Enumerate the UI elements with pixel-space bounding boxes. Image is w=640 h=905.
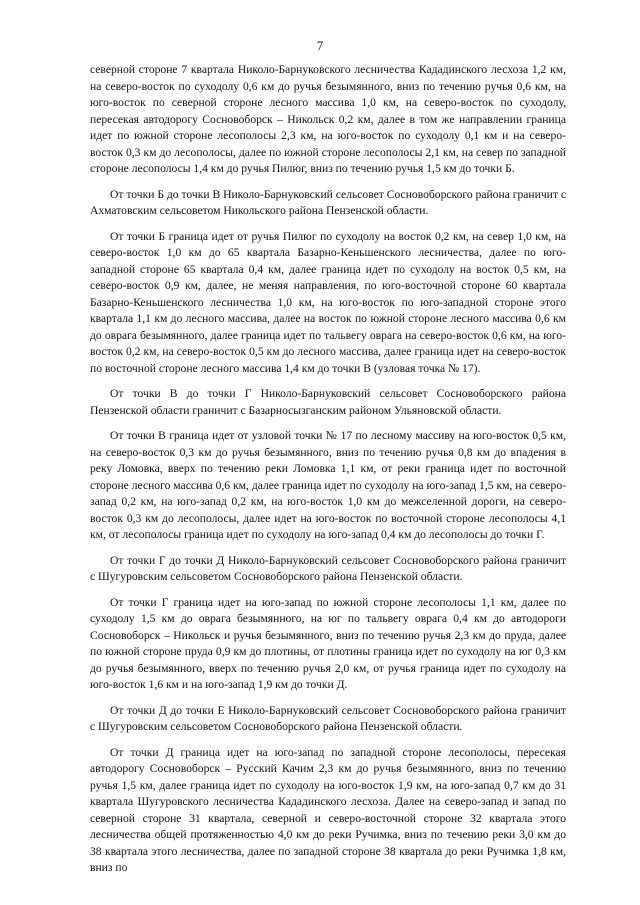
page-number: 7: [316, 38, 324, 53]
paragraph-boundary-b-v: От точки Б до точки В Николо-Барнуковский сельсовет Сосновоборского района граничит с Ахматовским сельсоветом Никольского района Пензенской области.: [90, 187, 566, 217]
paragraph-route-d: От точки Д граница идет на юго-запад по западной стороне лесополосы, пересекая автодорогу Сосновоборск – Русский Качим 2,3 км до ручья безымянного, вниз по течению ручья 1,5 км, далее граница идет по суходолу на юго-восток 1,9 км, на юго-запад 0,7 км до 31 квартала Шугуровского лесничества Кададинского лесхоза. Далее на северо-запад и запад по северной стороне 31 квартала, северной и северо-восточной стороне 32 квартала этого лесничества общей протяженностью 4,0 км до реки Ручимка, вниз по течению реки 3,0 км до 38 квартала этого лесничества, далее по западной стороне 38 квартала до реки Ручимка 1,8 км, вниз по: [90, 745, 566, 874]
paragraph-boundary-v-g: От точки В до точки Г Николо-Барнуковский сельсовет Сосновоборского района Пензенской области граничит с Базарносызганским районом Ульяновской области.: [90, 387, 566, 417]
paragraph-boundary-g-d: От точки Г до точки Д Николо-Барнуковский сельсовет Сосновоборского района граничит с Шугуровским сельсоветом Сосновоборского района Пензенской области.: [90, 553, 566, 583]
document-body: [90, 62, 566, 886]
paragraph-route-v: От точки В граница идет от узловой точки № 17 по лесному массиву на юго-восток 0,5 км, на северо-восток 0,3 км до ручья безымянного, вниз по течению ручья 0,8 км до впадения в реку Ломовка, вверх по течению реки Ломовка 1,1 км, от реки граница идет по восточной стороне лесного массива 0,6 км, далее граница идет по суходолу на юго-запад 1,5 км, на северо-запад 0,2 км, на юго-запад 0,2 км, на юго-восток 1,0 км до межселенной дороги, на северо-восток 0,3 км до лесополосы, далее идет на юго-восток по восточной стороне лесополосы 4,1 км, от лесополосы граница идет по суходолу на юго-запад 0,4 км до лесополосы до точки Г.: [90, 429, 566, 541]
paragraph-route-g: От точки Г граница идет на юго-запад по южной стороне лесополосы 1,1 км, далее по суходолу 1,5 км до оврага безымянного, на юг по тальвегу оврага 0,4 км до автодороги Сосновоборск – Никольск и ручья безымянного, вниз по течению ручья 2,3 км до пруда, далее по южной стороне пруда 0,9 км до плотины, от плотины граница идет по суходолу на юг 0,3 км до ручья безымянного, вверх по течению ручья 2,0 км, от ручья граница идет по суходолу на юго-восток 1,6 км и на юго-запад 1,9 км до точки Д.: [90, 595, 566, 691]
paragraph-route-b: От точки Б граница идет от ручья Пилюг по суходолу на восток 0,2 км, на север 1,0 км, на северо-восток 1,0 км до 65 квартала Базарно-Кеньшенского лесничества, далее по юго-западной стороне 65 квартала 0,4 км, далее граница идет по суходолу на восток 0,5 км, на северо-восток 0,9 км, далее, не меняя направления, по юго-восточной стороне 60 квартала Базарно-Кеньшенского лесничества 1,0 км, на юго-восток по юго-западной стороне этого квартала 1,1 км до лесного массива, далее на восток по южной стороне лесного массива 0,6 км до оврага безымянного, далее граница идет по тальвегу оврага на северо-восток 0,6 км, на юго-восток 0,2 км, на северо-восток 0,5 км до лесного массива, далее граница идет на северо-восток по восточной стороне лесного массива 1,4 км до точки В (узловая точка № 17).: [90, 229, 566, 375]
paragraph-boundary-d-e: От точки Д до точки Е Николо-Барнуковский сельсовет Сосновоборского района граничит с Шугуровским сельсоветом Сосновоборского района Пензенской области.: [90, 703, 566, 733]
paragraph-continuation: северной стороне 7 квартала Николо-Барнуковского лесничества Кададинского лесхоза 1,2 км, на северо-восток по суходолу 0,6 км до ручья безымянного, вниз по течению ручья 0,6 км, на юго-восток по северной стороне лесного массива 1,0 км, на северо-восток по суходолу, пересекая автодорогу Сосновоборск – Никольск 0,2 км, далее в том же направлении граница идет по южной стороне лесополосы 2,3 км, на юго-восток по суходолу 0,1 км и на северо-восток 0,3 км до лесополосы, далее по южной стороне лесополосы 2,1 км, на север по западной стороне лесополосы 1,4 км до ручья Пилюг, вниз по течению ручья 1,5 км до точки Б.: [90, 63, 566, 175]
